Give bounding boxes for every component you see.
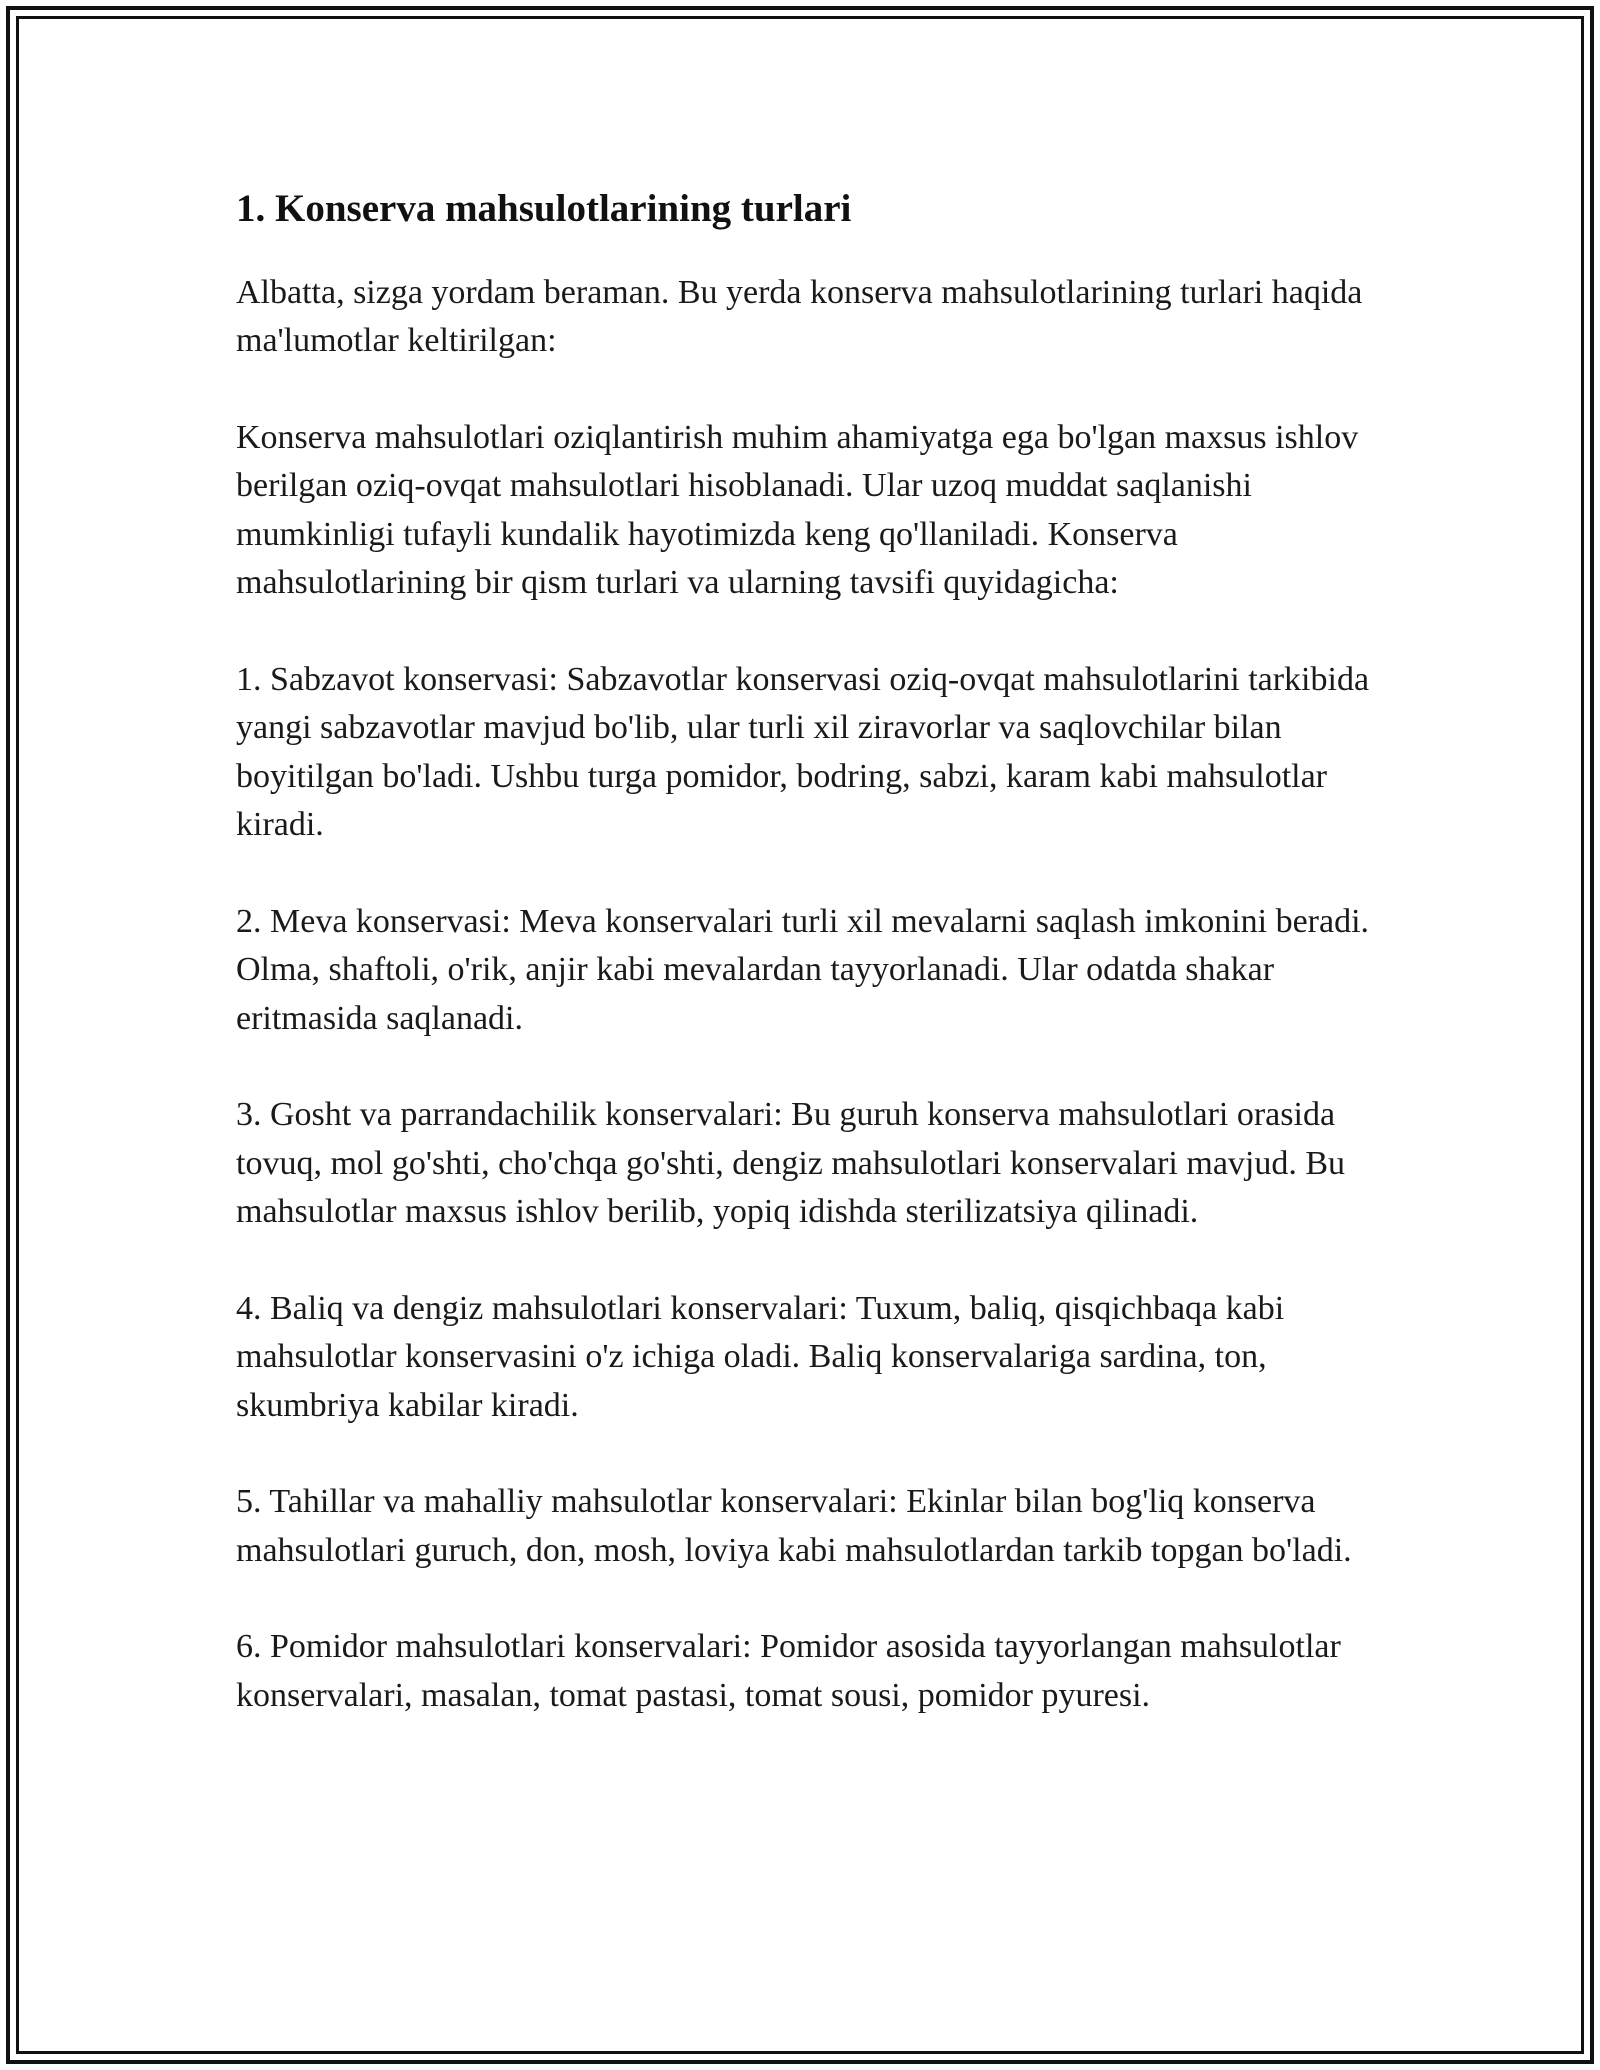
list-item-tomato: 6. Pomidor mahsulotlari konservalari: Pomidor asosida tayyorlangan mahsulotlar konservalari, masalan, tomat pastasi, tomat sousi, pomidor pyuresi. bbox=[236, 1628, 1341, 1714]
list-item-grains-local: 5. Tahillar va mahalliy mahsulotlar konservalari: Ekinlar bilan bog'liq konserva mahsulotlari guruch, don, mosh, loviya kabi mahsulotlardan tarkib topgan bo'ladi. bbox=[236, 1483, 1352, 1569]
overview-paragraph: Konserva mahsulotlari oziqlantirish muhim ahamiyatga ega bo'lgan maxsus ishlov berilgan oziq-ovqat mahsulotlari hisoblanadi. Ular uzoq muddat saqlanishi mumkinligi tufayli kundalik hayotimizda keng qo'llaniladi. Konserva mahsulotlarining bir qism turlari va ularning tavsifi quyidagicha: bbox=[236, 418, 1359, 602]
list-item-meat-poultry: 3. Gosht va parrandachilik konservalari: Bu guruh konserva mahsulotlari orasida tovuq, mol go'shti, cho'chqa go'shti, dengiz mahsulotlari konservalari mavjud. Bu mahsulotlar maxsus ishlov berilib, yopiq idishda sterilizatsiya qilinadi. bbox=[236, 1096, 1346, 1231]
section-heading: 1. Konserva mahsulotlarining turlari bbox=[236, 187, 852, 230]
list-item-fruit: 2. Meva konservasi: Meva konservalari turli xil mevalarni saqlash imkonini beradi. Olma, shaftoli, o'rik, anjir kabi mevalardan tayyorlanadi. Ular odatda shakar eritmasida saqlanadi. bbox=[236, 902, 1370, 1037]
list-item-vegetable: 1. Sabzavot konservasi: Sabzavotlar konservasi oziq-ovqat mahsulotlarini tarkibida yangi sabzavotlar mavjud bo'lib, ular turli xil ziravorlar va saqlovchilar bilan boyitilgan bo'ladi. Ushbu turga pomidor, bodring, sabzi, karam kabi mahsulotlar kiradi. bbox=[236, 660, 1370, 844]
intro-paragraph: Albatta, sizga yordam beraman. Bu yerda konserva mahsulotlarining turlari haqida ma'lumotlar keltirilgan: bbox=[236, 273, 1363, 360]
list-item-fish-seafood: 4. Baliq va dengiz mahsulotlari konservalari: Tuxum, baliq, qisqichbaqa kabi mahsulotlar konservasini o'z ichiga oladi. Baliq konservalariga sardina, ton, skumbriya kabilar kiradi. bbox=[236, 1289, 1285, 1424]
document-body bbox=[236, 184, 1386, 1768]
